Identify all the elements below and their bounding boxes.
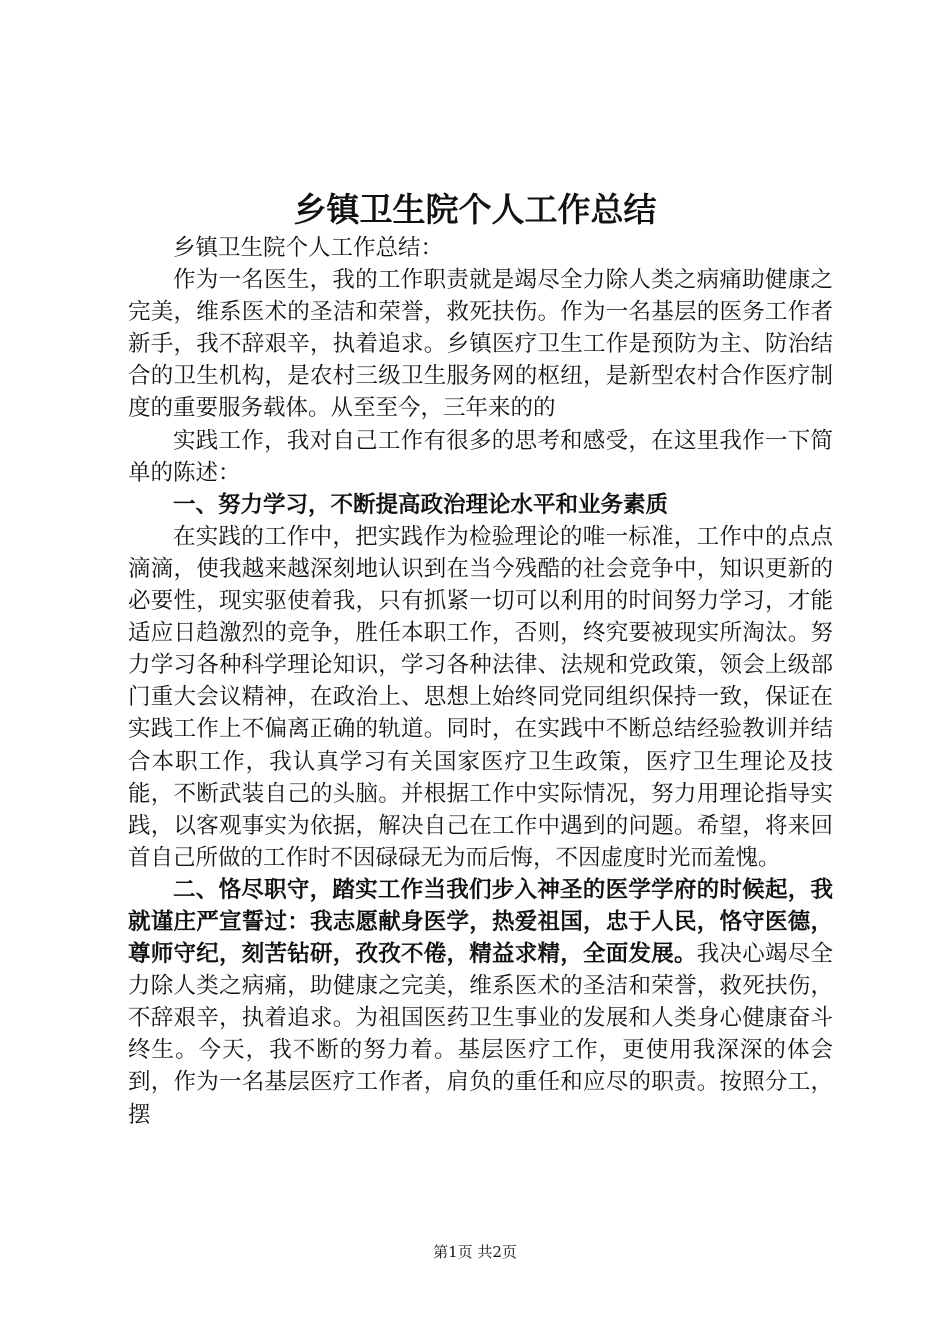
- section-heading-1: 一、努力学习，不断提高政治理论水平和业务素质: [173, 491, 669, 518]
- page-number: 第1页 共2页: [433, 1243, 517, 1261]
- document-body: [128, 232, 833, 1131]
- document-title: 乡镇卫生院个人工作总结: [293, 190, 657, 229]
- paragraph-role-description: 作为一名医生，我的工作职责就是竭尽全力除人类之病痛助健康之完美，维系医术的圣洁和荣誉，救死扶伤。作为一名基层的医务工作者新手，我不辞艰辛，执着追求。乡镇医疗卫生工作是预防为主、防治结合的卫生机构，是农村三级卫生服务网的枢纽，是新型农村合作医疗制度的重要服务载体。从至至今，三年来的的: [128, 267, 833, 422]
- paragraph-practice-intro: 实践工作，我对自己工作有很多的思考和感受，在这里我作一下简单的陈述：: [128, 427, 833, 486]
- paragraph-study: 在实践的工作中，把实践作为检验理论的唯一标准，工作中的点点滴滴，使我越来越深刻地认识到在当今残酷的社会竞争中，知识更新的必要性，现实驱使着我，只有抓紧一切可以利用的时间努力学习，才能适应日趋激烈的竞争，胜任本职工作，否则，终究要被现实所淘汰。努力学习各种科学理论知识，学习各种法律、法规和党政策，领会上级部门重大会议精神，在政治上、思想上始终同党同组织保持一致，保证在实践工作上不偏离正确的轨道。同时，在实践中不断总结经验教训并结合本职工作，我认真学习有关国家医疗卫生政策，医疗卫生理论及技能，不断武装自己的头脑。并根据工作中实际情况，努力用理论指导实践，以客观事实为依据，解决自己在工作中遇到的问题。希望，将来回首自己所做的工作时不因碌碌无为而后悔，不因虚度时光而羞愧。: [128, 523, 833, 871]
- section-heading-2-oath: 二、恪尽职守，踏实工作当我们步入神圣的医学学府的时候起，我就谨庄严宣誓过：我志愿献身医学，热爱祖国，忠于人民，恪守医德，尊师守纪，刻苦钻研，孜孜不倦，精益求精，全面发展。: [128, 876, 833, 968]
- intro-line: 乡镇卫生院个人工作总结：: [173, 235, 444, 261]
- paragraph-duty-text: 我决心竭尽全力除人类之病痛，助健康之完美，维系医术的圣洁和荣誉，救死扶伤，不辞艰辛，执着追求。为祖国医药卫生事业的发展和人类身心健康奋斗终生。今天，我不断的努力着。基层医疗工作，更使用我深深的体会到，作为一名基层医疗工作者，肩负的重任和应尽的职责。按照分工，摆: [128, 941, 833, 1128]
- paragraph-duty: [128, 874, 833, 1131]
